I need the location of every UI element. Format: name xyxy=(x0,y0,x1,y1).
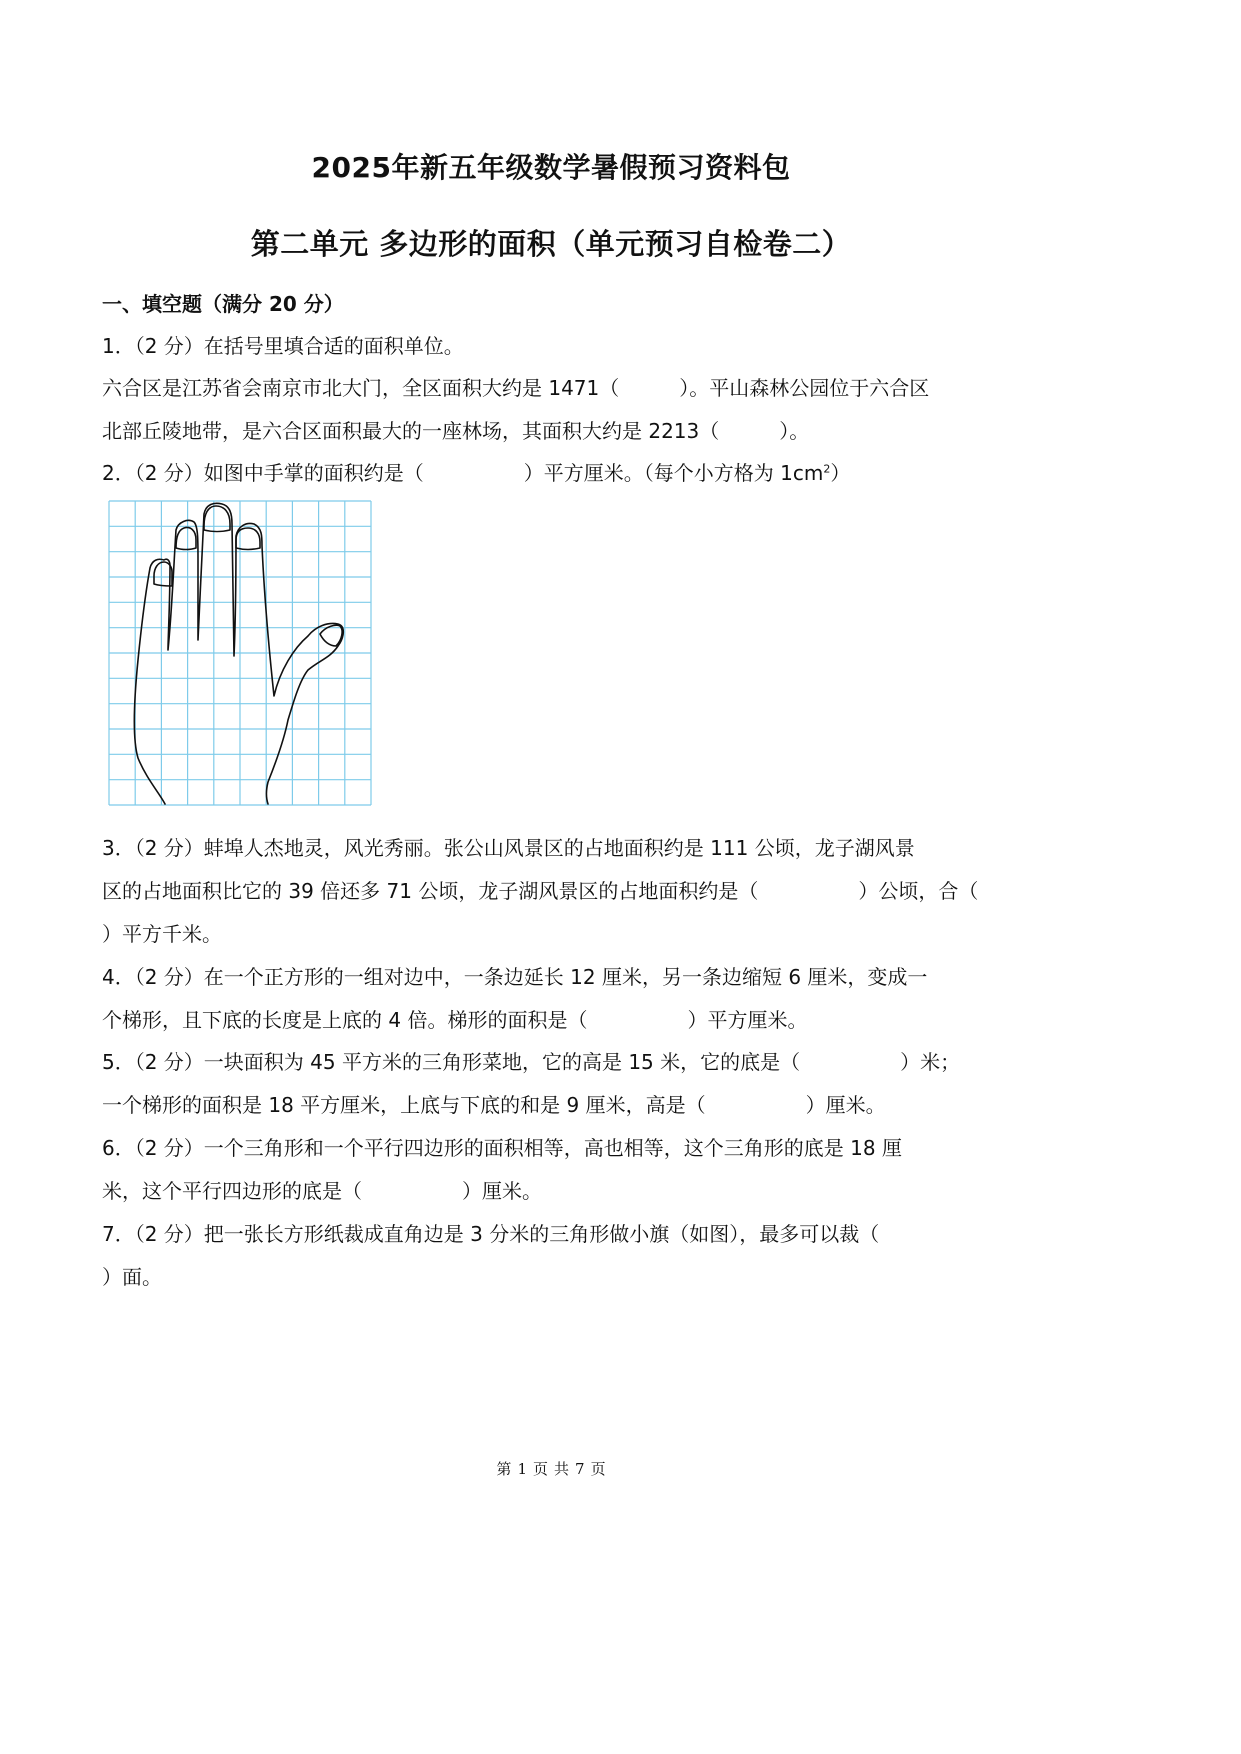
q5-line2: 一个梯形的面积是 18 平方厘米，上底与下底的和是 9 厘米，高是（ ）厘米。 xyxy=(102,1093,886,1117)
footer-gong: 共 xyxy=(554,1460,570,1478)
q2-text: 2．（2 分）如图中手掌的面积约是（ ）平方厘米。（每个小方格为 1cm xyxy=(102,461,824,485)
footer-ye: 页 xyxy=(532,1460,548,1478)
q6-line1: 6．（2 分）一个三角形和一个平行四边形的面积相等，高也相等，这个三角形的底是 18 厘 xyxy=(102,1136,902,1160)
q7-line1: 7．（2 分）把一张长方形纸裁成直角边是 3 分米的三角形做小旗（如图），最多可以裁（ xyxy=(102,1222,880,1246)
q3-line3: ）平方千米。 xyxy=(102,922,222,946)
page-footer xyxy=(0,1458,1102,1479)
q3-line2: 区的占地面积比它的 39 倍还多 71 公顷，龙子湖风景区的占地面积约是（ ）公顷，合（ xyxy=(102,879,979,903)
document-title: 2025年新五年级数学暑假预习资料包 xyxy=(311,151,791,184)
q1-line2: 六合区是江苏省会南京市北大门，全区面积大约是 1471（ ）。平山森林公园位于六合区 xyxy=(102,376,930,400)
q5-line1: 5．（2 分）一块面积为 45 平方米的三角形菜地，它的高是 15 米，它的底是（ ）米； xyxy=(102,1050,961,1074)
q7-line2: ）面。 xyxy=(102,1265,162,1289)
q1-line3: 北部丘陵地带，是六合区面积最大的一座林场，其面积大约是 2213（ ）。 xyxy=(102,419,810,443)
q2-superscript: 2 xyxy=(823,462,831,476)
section-heading: 一、填空题（满分 20 分） xyxy=(102,292,344,316)
footer-di: 第 xyxy=(496,1460,512,1478)
q3-line1: 3．（2 分）蚌埠人杰地灵，风光秀丽。张公山风景区的占地面积约是 111 公顷，龙子湖风景 xyxy=(102,836,915,860)
middle-nail xyxy=(204,506,230,532)
footer-ye2: 页 xyxy=(590,1460,606,1478)
q6-line2: 米，这个平行四边形的底是（ ）厘米。 xyxy=(102,1179,542,1203)
q4-line1: 4．（2 分）在一个正方形的一组对边中，一条边延长 12 厘米，另一条边缩短 6 厘米，变成一 xyxy=(102,965,928,989)
q4-line2: 个梯形，且下底的长度是上底的 4 倍。梯形的面积是（ ）平方厘米。 xyxy=(102,1008,808,1032)
unit-subtitle: 第二单元 多边形的面积（单元预习自检卷二） xyxy=(250,227,852,261)
q1-line1: 1．（2 分）在括号里填合适的面积单位。 xyxy=(102,334,464,358)
q2-close: ） xyxy=(830,461,851,485)
thumb-nail xyxy=(320,625,342,646)
index-nail xyxy=(176,528,196,550)
footer-total-pages: 7 xyxy=(575,1460,585,1478)
hand-grid-figure xyxy=(108,500,372,806)
q2-line1 xyxy=(102,457,850,486)
footer-page-number: 1 xyxy=(517,1460,527,1478)
